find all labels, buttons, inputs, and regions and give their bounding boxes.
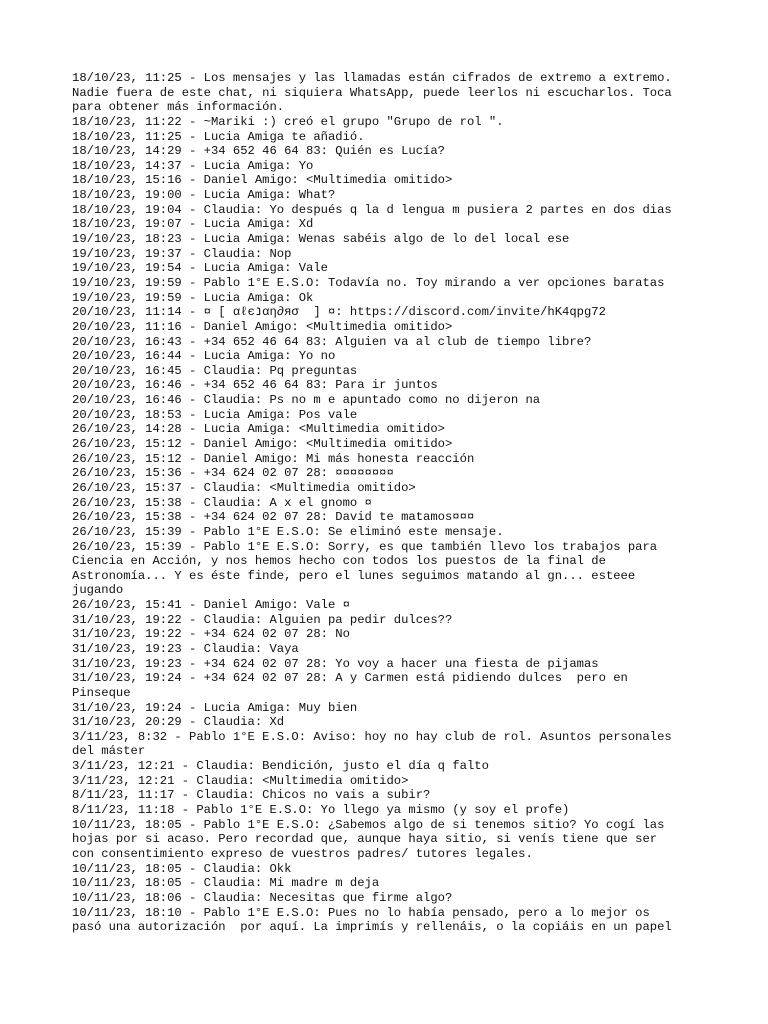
chat-line: 18/10/23, 11:25 - Los mensajes y las llamadas están cifrados de extremo a extremo. (72, 71, 672, 85)
chat-line: 10/11/23, 18:06 - Claudia: Necesitas que firme algo? (72, 890, 453, 905)
chat-line: 3/11/23, 12:21 - Claudia: <Multimedia omitido> (72, 773, 409, 788)
chat-line: 18/10/23, 19:04 - Claudia: Yo después q la d lengua m pusiera 2 partes en dos dias (72, 202, 672, 217)
chat-line: 26/10/23, 15:39 - Pablo 1°E E.S.O: Sorry, es que también llevo los trabajos para (72, 539, 658, 554)
chat-line: 31/10/23, 19:22 - Claudia: Alguien pa pedir dulces?? (72, 612, 453, 627)
chat-line: del máster (72, 744, 146, 759)
chat-line: 10/11/23, 18:05 - Pablo 1°E E.S.O: ¿Sabemos algo de si tenemos sitio? Yo cogí las (72, 817, 665, 832)
chat-line: 18/10/23, 11:22 - ~Mariki :) creó el grupo "Grupo de rol ". (72, 114, 504, 129)
chat-line: 3/11/23, 12:21 - Claudia: Bendición, justo el día q falto (72, 759, 489, 774)
chat-line: Nadie fuera de este chat, ni siquiera WhatsApp, puede leerlos ni escucharlos. Toca (72, 85, 672, 100)
chat-line: 20/10/23, 16:45 - Claudia: Pq preguntas (72, 363, 358, 378)
chat-line: 18/10/23, 19:00 - Lucia Amiga: What? (72, 188, 336, 203)
chat-line: 18/10/23, 11:25 - Lucia Amiga te añadió. (72, 129, 365, 144)
chat-line: 20/10/23, 16:46 - Claudia: Ps no m e apuntado como no dijeron na (72, 393, 541, 408)
chat-line: 20/10/23, 16:46 - +34 652 46 64 83: Para ir juntos (72, 378, 438, 393)
chat-line: 26/10/23, 15:41 - Daniel Amigo: Vale ¤ (72, 598, 350, 613)
chat-line: Pinseque (72, 685, 131, 700)
chat-line: 26/10/23, 14:28 - Lucia Amiga: <Multimedia omitido> (72, 422, 445, 437)
chat-line: 26/10/23, 15:39 - Pablo 1°E E.S.O: Se eliminó este mensaje. (72, 524, 504, 539)
chat-line: 26/10/23, 15:36 - +34 624 02 07 28: ¤¤¤¤¤¤¤¤ (72, 466, 394, 481)
chat-line: 31/10/23, 19:23 - Claudia: Vaya (72, 641, 299, 656)
chat-line: 26/10/23, 15:38 - +34 624 02 07 28: David te matamos¤¤¤ (72, 510, 475, 525)
chat-line: 18/10/23, 19:07 - Lucia Amiga: Xd (72, 217, 314, 232)
chat-line: 8/11/23, 11:17 - Claudia: Chicos no vais a subir? (72, 788, 431, 803)
chat-line: 20/10/23, 11:14 - ¤ [ αℓєנαη∂яσ ] ¤: https://discord.com/invite/hK4qpg72 (72, 305, 606, 320)
chat-line: 18/10/23, 15:16 - Daniel Amigo: <Multimedia omitido> (72, 173, 453, 188)
chat-line: 10/11/23, 18:05 - Claudia: Okk (72, 861, 292, 876)
chat-line: jugando (72, 583, 124, 598)
chat-line: Ciencia en Acción, y nos hemos hecho con todos los puestos de la final de (72, 554, 606, 569)
chat-line: hojas por si acaso. Pero recordad que, aunque haya sitio, si venís tiene que ser (72, 832, 658, 847)
chat-line: 19/10/23, 19:59 - Pablo 1°E E.S.O: Todavía no. Toy mirando a ver opciones baratas (72, 275, 665, 290)
chat-line: Astronomía... Y es éste finde, pero el lunes seguimos matando al gn... esteee (72, 568, 636, 583)
chat-line: 20/10/23, 16:44 - Lucia Amiga: Yo no (72, 349, 336, 364)
chat-line: 20/10/23, 16:43 - +34 652 46 64 83: Alguien va al club de tiempo libre? (72, 334, 592, 349)
chat-line: 3/11/23, 8:32 - Pablo 1°E E.S.O: Aviso: hoy no hay club de rol. Asuntos personales (72, 729, 672, 744)
chat-line: 19/10/23, 18:23 - Lucia Amiga: Wenas sabéis algo de lo del local ese (72, 232, 570, 247)
chat-line: para obtener más información. (72, 100, 285, 115)
chat-line: 31/10/23, 19:22 - +34 624 02 07 28: No (72, 627, 350, 642)
chat-line: 19/10/23, 19:37 - Claudia: Nop (72, 246, 292, 261)
chat-line: 31/10/23, 19:24 - +34 624 02 07 28: A y Carmen está pidiendo dulces pero en (72, 671, 628, 686)
chat-line: 31/10/23, 20:29 - Claudia: Xd (72, 715, 285, 730)
chat-line: 19/10/23, 19:54 - Lucia Amiga: Vale (72, 261, 328, 276)
chat-line: 10/11/23, 18:10 - Pablo 1°E E.S.O: Pues no lo había pensado, pero a lo mejor os (72, 905, 650, 920)
chat-line: 26/10/23, 15:37 - Claudia: <Multimedia omitido> (72, 480, 416, 495)
chat-line: 26/10/23, 15:12 - Daniel Amigo: Mi más honesta reacción (72, 451, 475, 466)
chat-line: con consentimiento expreso de vuestros padres/ tutores legales. (72, 846, 533, 861)
chat-log (72, 71, 698, 935)
chat-line: 18/10/23, 14:29 - +34 652 46 64 83: Quién es Lucía? (72, 144, 445, 159)
chat-line: 10/11/23, 18:05 - Claudia: Mi madre m deja (72, 876, 380, 891)
chat-line: 8/11/23, 11:18 - Pablo 1°E E.S.O: Yo llego ya mismo (y soy el profe) (72, 803, 570, 818)
chat-line: 20/10/23, 18:53 - Lucia Amiga: Pos vale (72, 407, 358, 422)
chat-line: 31/10/23, 19:23 - +34 624 02 07 28: Yo voy a hacer una fiesta de pijamas (72, 656, 599, 671)
chat-line: 19/10/23, 19:59 - Lucia Amiga: Ok (72, 290, 314, 305)
chat-line: 31/10/23, 19:24 - Lucia Amiga: Muy bien (72, 700, 358, 715)
chat-line: 26/10/23, 15:12 - Daniel Amigo: <Multimedia omitido> (72, 437, 453, 452)
chat-line: 20/10/23, 11:16 - Daniel Amigo: <Multimedia omitido> (72, 319, 453, 334)
chat-line: 26/10/23, 15:38 - Claudia: A x el gnomo ¤ (72, 495, 372, 510)
chat-line: pasó una autorización por aquí. La imprimís y rellenáis, o la copiáis en un papel (72, 920, 672, 935)
chat-line: 18/10/23, 14:37 - Lucia Amiga: Yo (72, 158, 314, 173)
